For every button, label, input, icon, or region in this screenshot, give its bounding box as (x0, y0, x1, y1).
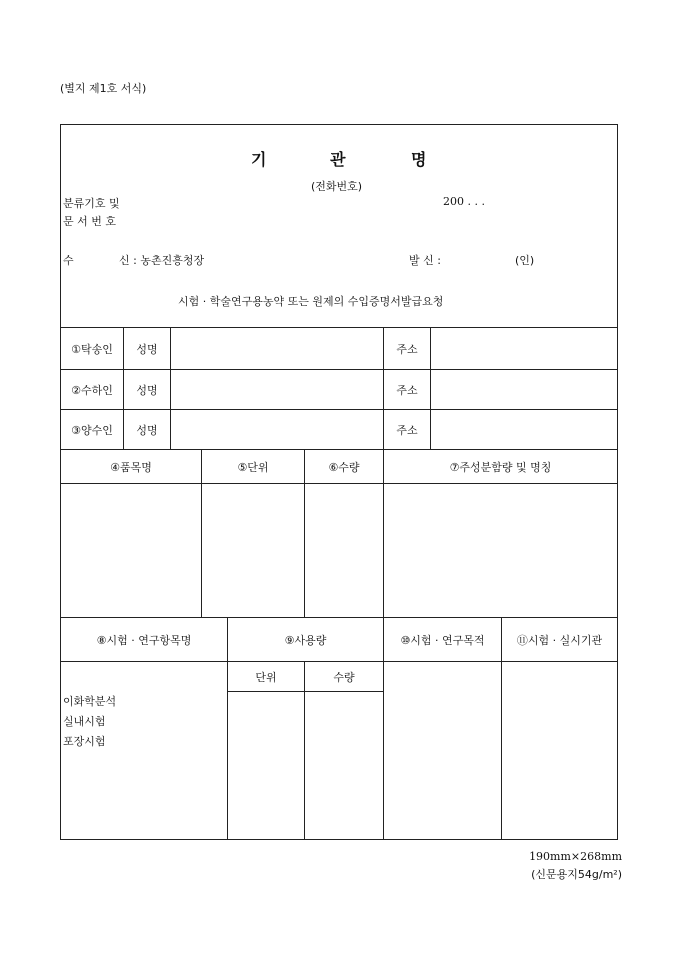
recipient-label: 수 (63, 254, 74, 267)
transferee-label: ③양수인 (71, 423, 113, 437)
item-name-field[interactable] (61, 484, 201, 617)
date-field[interactable]: 200 . . . (443, 195, 485, 208)
transferee-name-field[interactable] (171, 410, 383, 449)
consignor-name-label: 성명 (136, 342, 158, 356)
consignee-address-label: 주소 (396, 383, 418, 397)
transferee-address-field[interactable] (431, 410, 617, 449)
usage-header: ⑨사용량 (284, 633, 327, 647)
title-char-1: 기 (251, 150, 267, 169)
title-char-3: 명 (411, 150, 427, 169)
consignor-address-field[interactable] (431, 328, 617, 369)
test-item-header: ⑧시험 · 연구항목명 (96, 633, 192, 647)
consignee-label: ②수하인 (71, 383, 113, 397)
transferee-name-label: 성명 (136, 423, 158, 437)
quantity-header: ⑥수량 (328, 460, 360, 474)
consignee-name-label: 성명 (136, 383, 158, 397)
test-item-1: 이화학분석 (63, 695, 117, 708)
paper-type-note: (신문용지54g/m²) (531, 868, 622, 881)
quantity-field[interactable] (305, 484, 383, 617)
ingredient-header: ⑦주성분함량 및 명칭 (449, 460, 552, 474)
sender-label: 발 신 : (409, 254, 441, 267)
usage-unit-subheader: 단위 (255, 670, 277, 684)
item-name-header: ④품목명 (110, 460, 152, 474)
form-number-note: (별지 제1호 서식) (60, 82, 147, 95)
consignor-label: ①탁송인 (71, 342, 113, 356)
seal-mark: (인) (515, 254, 535, 267)
request-title: 시험 · 학술연구용농약 또는 원제의 수입증명서발급요청 (178, 295, 444, 308)
paper-size-note: 190mm×268mm (529, 850, 622, 863)
usage-qty-subheader: 수량 (333, 670, 355, 684)
transferee-address-label: 주소 (396, 423, 418, 437)
phone-label: (전화번호) (311, 180, 363, 193)
unit-field[interactable] (202, 484, 304, 617)
consignee-name-field[interactable] (171, 370, 383, 409)
test-item-2: 실내시험 (63, 715, 106, 728)
consignor-address-label: 주소 (396, 342, 418, 356)
purpose-header: ⑩시험 · 연구목적 (400, 633, 485, 647)
ingredient-field[interactable] (384, 484, 617, 617)
unit-header: ⑤단위 (237, 460, 269, 474)
recipient-value: 신 : 농촌진흥청장 (119, 254, 205, 267)
institution-header: ⑪시험 · 실시기관 (516, 633, 603, 647)
test-item-3: 포장시험 (63, 735, 106, 748)
consignee-address-field[interactable] (431, 370, 617, 409)
consignor-name-field[interactable] (171, 328, 383, 369)
classification-label-2: 문 서 번 호 (63, 215, 116, 228)
import-certificate-form (60, 124, 618, 840)
classification-label-1: 분류기호 및 (63, 197, 120, 210)
title-char-2: 관 (330, 150, 346, 169)
